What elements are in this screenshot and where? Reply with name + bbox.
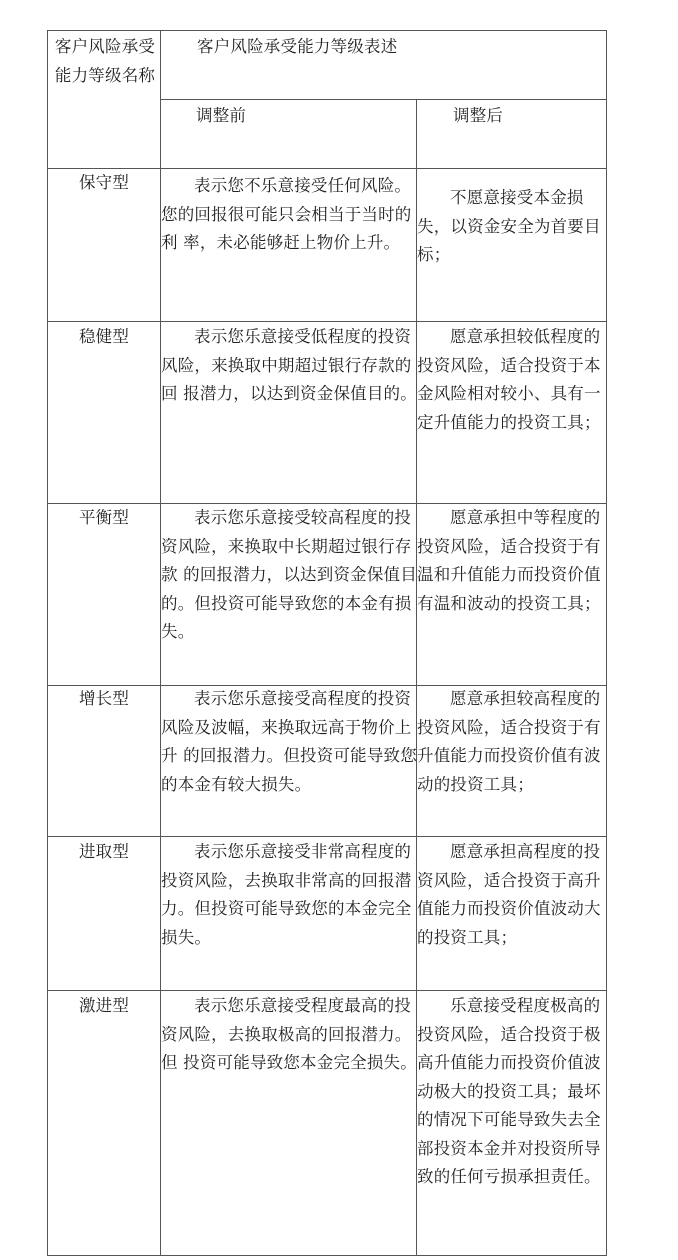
row-name-balanced: 平衡型: [78, 508, 130, 527]
header-level-name: 客户风险承受能力等级名称: [54, 37, 156, 85]
header-level-desc: 客户风险承受能力等级表述: [197, 37, 398, 56]
row-name-steady: 稳健型: [78, 327, 130, 346]
row-after-balanced: 愿意承担中等程度的投资风险，适合投资于有温和升值能力而投资价值有温和波动的投资工具；: [417, 508, 601, 613]
row-after-steady: 愿意承担较低程度的投资风险，适合投资于本金风险相对较小、具有一定升值能力的投资工具；: [417, 327, 601, 432]
row-name-aggressive: 进取型: [78, 842, 130, 861]
table-border-top: [47, 30, 607, 31]
row-after-radical: 乐意接受程度极高的投资风险，适合投资于极高升值能力而投资价值波动极大的投资工具；最坏的情况下可能导致失去全部投资本金并对投资所导致的任何亏损承担责任。: [417, 996, 601, 1186]
row-before-radical: 表示您乐意接受程度最高的投资风险，去换取极高的回报潜力。但 投资可能导致您本金完全损失。: [161, 996, 417, 1072]
table-border-left: [47, 30, 48, 1256]
row-divider-2: [47, 321, 607, 322]
row-divider-5: [47, 836, 607, 837]
row-before-conservative: 表示您不乐意接受任何风险。您的回报很可能只会相当于当时的利 率，未必能够赶上物价上升。: [161, 176, 412, 252]
row-name-conservative: 保守型: [78, 173, 130, 192]
row-before-growth: 表示您乐意接受高程度的投资风险及波幅，来换取远高于物价上升 的回报潜力。但投资可能导致您的本金有较大损失。: [161, 689, 417, 794]
row-after-growth: 愿意承担较高程度的投资风险，适合投资于有升值能力而投资价值有波动的投资工具；: [417, 689, 601, 794]
table-border-bottom: [47, 1255, 607, 1256]
table-border-right: [606, 30, 607, 1256]
header-before: 调整前: [196, 106, 247, 125]
row-name-growth: 增长型: [78, 689, 130, 708]
header-after: 调整后: [453, 106, 504, 125]
row-before-aggressive: 表示您乐意接受非常高程度的投资风险，去换取非常高的回报潜 力。但投资可能导致您的本金完全损失。: [161, 842, 412, 947]
row-after-conservative: 不愿意接受本金损失，以资金安全为首要目标；: [417, 188, 601, 264]
header-divider: [160, 99, 607, 100]
row-before-steady: 表示您乐意接受低程度的投资风险，来换取中期超过银行存款的回 报潜力，以达到资金保值目的。: [161, 327, 417, 403]
row-divider-6: [47, 990, 607, 991]
row-before-balanced: 表示您乐意接受较高程度的投资风险，来换取中长期超过银行存款 的回报潜力，以达到资金保值目的。但投资可能导致您的本金有损 失。: [161, 508, 417, 641]
row-name-radical: 激进型: [78, 996, 130, 1015]
row-after-aggressive: 愿意承担高程度的投资风险，适合投资于高升值能力而投资价值波动大的投资工具；: [417, 842, 601, 947]
